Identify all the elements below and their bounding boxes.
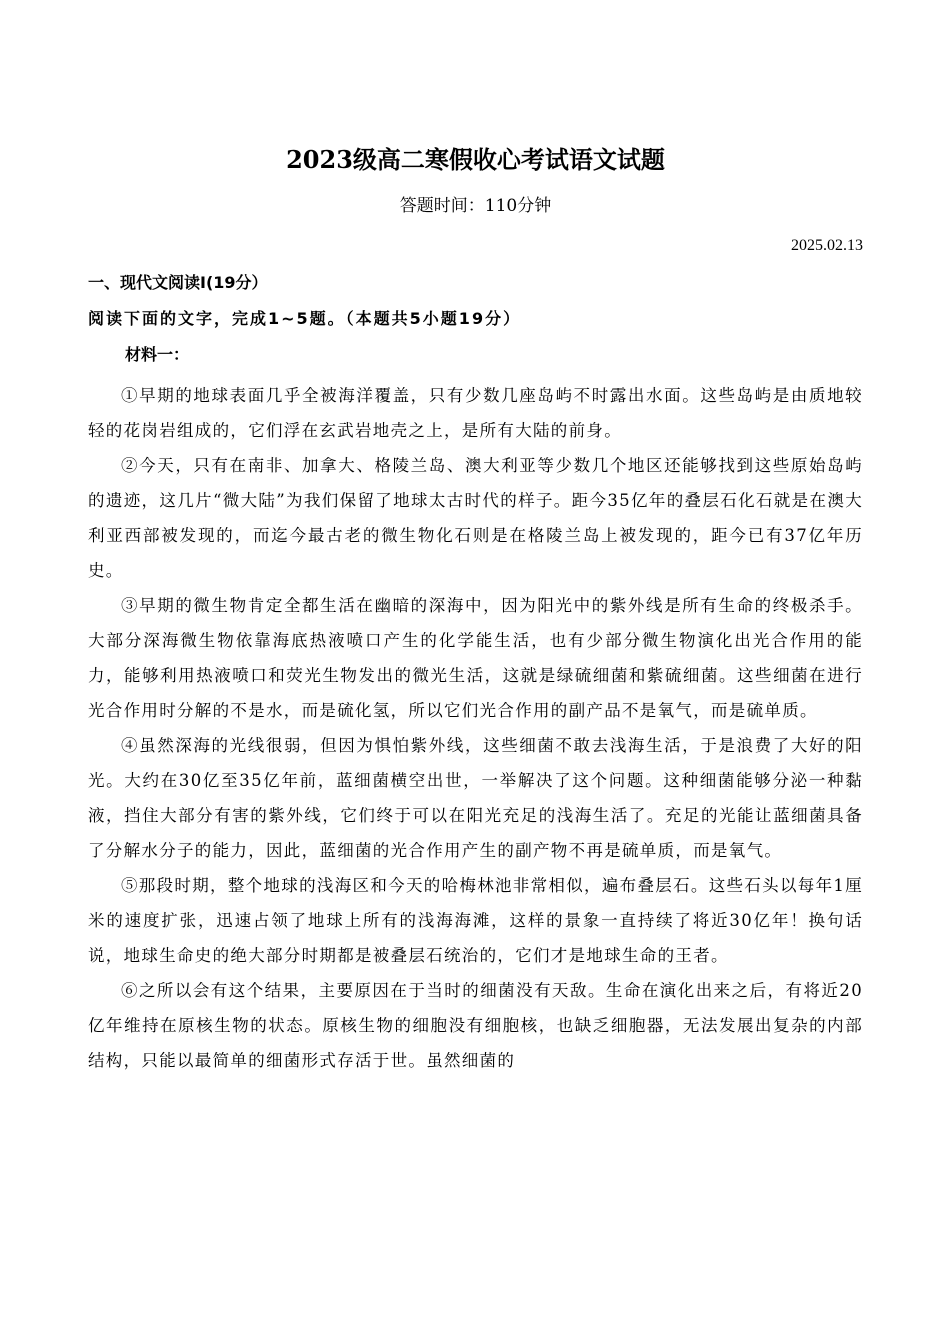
paragraph-6: ⑥之所以会有这个结果，主要原因在于当时的细菌没有天敌。生命在演化出来之后，有将近20亿年维持在原核生物的状态。原核生物的细胞没有细胞核，也缺乏细胞器，无法发展出复杂的内部结构，只能以最简单的细菌形式存活于世。虽然细菌的 (88, 981, 863, 1070)
exam-title: 2023级高二寒假收心考试语文试题 (286, 145, 665, 174)
passage-body (88, 378, 863, 1078)
section-heading: 一、现代文阅读I(19分） (88, 273, 268, 292)
material-label: 材料一： (125, 345, 190, 364)
exam-date: 2025.02.13 (791, 237, 863, 254)
paragraph-2: ②今天，只有在南非、加拿大、格陵兰岛、澳大利亚等少数几个地区还能够找到这些原始岛屿的遗迹，这几片“微大陆”为我们保留了地球太古时代的样子。距今35亿年的叠层石化石就是在澳大利亚西部被发现的，而迄今最古老的微生物化石则是在格陵兰岛上被发现的，距今已有37亿年历史。 (88, 456, 863, 580)
exam-time: 答题时间：110分钟 (399, 196, 552, 216)
paragraph-1: ①早期的地球表面几乎全被海洋覆盖，只有少数几座岛屿不时露出水面。这些岛屿是由质地较轻的花岗岩组成的，它们浮在玄武岩地壳之上，是所有大陆的前身。 (88, 386, 863, 440)
paragraph-5: ⑤那段时期，整个地球的浅海区和今天的哈梅林池非常相似，遍布叠层石。这些石头以每年1厘米的速度扩张，迅速占领了地球上所有的浅海海滩，这样的景象一直持续了将近30亿年！换句话说，地球生命史的绝大部分时期都是被叠层石统治的，它们才是地球生命的王者。 (88, 876, 863, 965)
paragraph-3: ③早期的微生物肯定全都生活在幽暗的深海中，因为阳光中的紫外线是所有生命的终极杀手。大部分深海微生物依靠海底热液喷口产生的化学能生活，也有少部分微生物演化出光合作用的能力，能够利用热液喷口和荧光生物发出的微光生活，这就是绿硫细菌和紫硫细菌。这些细菌在进行光合作用时分解的不是水，而是硫化氢，所以它们光合作用的副产品不是氧气，而是硫单质。 (88, 596, 863, 720)
reading-instruction: 阅读下面的文字，完成1~5题。（本题共5小题19分） (88, 309, 522, 328)
paragraph-4: ④虽然深海的光线很弱，但因为惧怕紫外线，这些细菌不敢去浅海生活，于是浪费了大好的阳光。大约在30亿至35亿年前，蓝细菌横空出世，一举解决了这个问题。这种细菌能够分泌一种黏液，挡住大部分有害的紫外线，它们终于可以在阳光充足的浅海生活了。充足的光能让蓝细菌具备了分解水分子的能力，因此，蓝细菌的光合作用产生的副产物不再是硫单质，而是氧气。 (88, 736, 863, 860)
